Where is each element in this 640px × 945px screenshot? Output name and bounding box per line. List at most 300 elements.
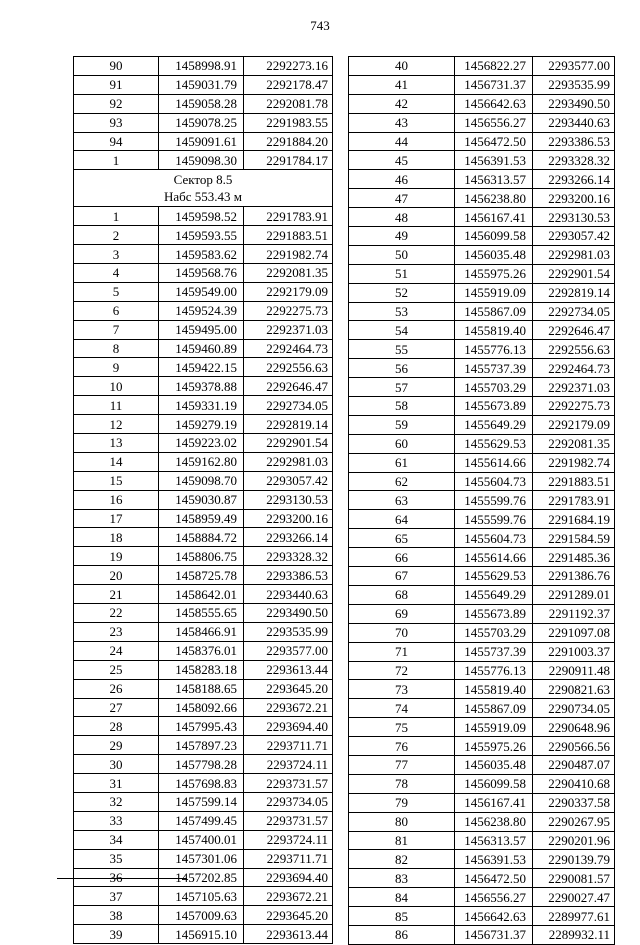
point-number-cell: 20 xyxy=(74,566,159,585)
point-number-cell: 50 xyxy=(349,245,455,264)
table-row xyxy=(349,415,615,434)
point-number-cell: 38 xyxy=(74,906,159,925)
x-coordinate-cell: 1455737.39 xyxy=(455,642,533,661)
y-coordinate-cell: 2293057.42 xyxy=(244,471,333,490)
x-coordinate-cell: 1455819.40 xyxy=(455,680,533,699)
point-number-cell: 1 xyxy=(74,207,159,226)
table-row xyxy=(349,113,615,132)
x-coordinate-cell: 1456556.27 xyxy=(455,113,533,132)
y-coordinate-cell: 2292819.14 xyxy=(533,283,615,302)
coordinates-table-right xyxy=(348,56,615,945)
table-row xyxy=(349,189,615,208)
table-row xyxy=(74,811,333,830)
point-number-cell: 44 xyxy=(349,132,455,151)
point-number-cell: 57 xyxy=(349,378,455,397)
y-coordinate-cell: 2292179.09 xyxy=(533,415,615,434)
point-number-cell: 67 xyxy=(349,567,455,586)
point-number-cell: 52 xyxy=(349,283,455,302)
y-coordinate-cell: 2290911.48 xyxy=(533,661,615,680)
point-number-cell: 19 xyxy=(74,547,159,566)
x-coordinate-cell: 1456731.37 xyxy=(455,925,533,944)
table-row xyxy=(349,94,615,113)
x-coordinate-cell: 1457105.63 xyxy=(159,887,244,906)
point-number-cell: 73 xyxy=(349,680,455,699)
x-coordinate-cell: 1456915.10 xyxy=(159,925,244,944)
point-number-cell: 33 xyxy=(74,811,159,830)
point-number-cell: 36 xyxy=(74,868,159,887)
y-coordinate-cell: 2291684.19 xyxy=(533,510,615,529)
y-coordinate-cell: 2293386.53 xyxy=(244,566,333,585)
table-row xyxy=(74,792,333,811)
table-row xyxy=(349,812,615,831)
table-row xyxy=(74,113,333,132)
x-coordinate-cell: 1456313.57 xyxy=(455,170,533,189)
x-coordinate-cell: 1455776.13 xyxy=(455,340,533,359)
table-row xyxy=(349,397,615,416)
y-coordinate-cell: 2293577.00 xyxy=(244,641,333,660)
y-coordinate-cell: 2292981.03 xyxy=(244,452,333,471)
y-coordinate-cell: 2293535.99 xyxy=(533,75,615,94)
y-coordinate-cell: 2293130.53 xyxy=(533,208,615,227)
x-coordinate-cell: 1459460.89 xyxy=(159,339,244,358)
y-coordinate-cell: 2291982.74 xyxy=(244,245,333,264)
point-number-cell: 85 xyxy=(349,907,455,926)
x-coordinate-cell: 1459162.80 xyxy=(159,452,244,471)
point-number-cell: 84 xyxy=(349,888,455,907)
point-number-cell: 32 xyxy=(74,792,159,811)
y-coordinate-cell: 2292646.47 xyxy=(533,321,615,340)
table-row xyxy=(349,75,615,94)
x-coordinate-cell: 1455673.89 xyxy=(455,604,533,623)
y-coordinate-cell: 2293711.71 xyxy=(244,736,333,755)
x-coordinate-cell: 1457202.85 xyxy=(159,868,244,887)
y-coordinate-cell: 2291584.59 xyxy=(533,529,615,548)
x-coordinate-cell: 1459078.25 xyxy=(159,113,244,132)
table-row xyxy=(74,358,333,377)
y-coordinate-cell: 2292734.05 xyxy=(533,302,615,321)
x-coordinate-cell: 1458998.91 xyxy=(159,57,244,76)
table-row xyxy=(349,529,615,548)
x-coordinate-cell: 1455975.26 xyxy=(455,737,533,756)
y-coordinate-cell: 2293724.11 xyxy=(244,830,333,849)
table-row xyxy=(349,302,615,321)
y-coordinate-cell: 2291485.36 xyxy=(533,548,615,567)
x-coordinate-cell: 1459058.28 xyxy=(159,94,244,113)
point-number-cell: 81 xyxy=(349,831,455,850)
x-coordinate-cell: 1456472.50 xyxy=(455,132,533,151)
point-number-cell: 59 xyxy=(349,415,455,434)
y-coordinate-cell: 2290566.56 xyxy=(533,737,615,756)
x-coordinate-cell: 1457698.83 xyxy=(159,774,244,793)
point-number-cell: 5 xyxy=(74,282,159,301)
x-coordinate-cell: 1455649.29 xyxy=(455,585,533,604)
y-coordinate-cell: 2291883.51 xyxy=(244,226,333,245)
table-row xyxy=(74,282,333,301)
table-row xyxy=(349,434,615,453)
point-number-cell: 54 xyxy=(349,321,455,340)
x-coordinate-cell: 1457400.01 xyxy=(159,830,244,849)
point-number-cell: 83 xyxy=(349,869,455,888)
x-coordinate-cell: 1455776.13 xyxy=(455,661,533,680)
y-coordinate-cell: 2293266.14 xyxy=(244,528,333,547)
point-number-cell: 18 xyxy=(74,528,159,547)
table-row xyxy=(349,170,615,189)
table-row xyxy=(74,509,333,528)
point-number-cell: 30 xyxy=(74,755,159,774)
y-coordinate-cell: 2292371.03 xyxy=(533,378,615,397)
point-number-cell: 63 xyxy=(349,491,455,510)
table-row xyxy=(74,755,333,774)
y-coordinate-cell: 2293711.71 xyxy=(244,849,333,868)
table-row xyxy=(349,359,615,378)
sector-title: Сектор 8.5 xyxy=(173,172,233,188)
table-row xyxy=(74,320,333,339)
x-coordinate-cell: 1455599.76 xyxy=(455,491,533,510)
x-coordinate-cell: 1458884.72 xyxy=(159,528,244,547)
point-number-cell: 64 xyxy=(349,510,455,529)
y-coordinate-cell: 2291386.76 xyxy=(533,567,615,586)
x-coordinate-cell: 1456099.58 xyxy=(455,774,533,793)
table-row xyxy=(74,377,333,396)
y-coordinate-cell: 2290487.07 xyxy=(533,755,615,774)
table-row xyxy=(74,774,333,793)
page-number: 743 xyxy=(310,18,330,33)
x-coordinate-cell: 1457599.14 xyxy=(159,792,244,811)
table-row xyxy=(349,227,615,246)
y-coordinate-cell: 2290201.96 xyxy=(533,831,615,850)
y-coordinate-cell: 2293613.44 xyxy=(244,925,333,944)
y-coordinate-cell: 2293731.57 xyxy=(244,811,333,830)
x-coordinate-cell: 1456238.80 xyxy=(455,812,533,831)
x-coordinate-cell: 1458725.78 xyxy=(159,566,244,585)
x-coordinate-cell: 1455919.09 xyxy=(455,283,533,302)
y-coordinate-cell: 2292273.16 xyxy=(244,57,333,76)
point-number-cell: 21 xyxy=(74,585,159,604)
point-number-cell: 79 xyxy=(349,793,455,812)
point-number-cell: 45 xyxy=(349,151,455,170)
point-number-cell: 48 xyxy=(349,208,455,227)
table-row xyxy=(349,680,615,699)
x-coordinate-cell: 1457798.28 xyxy=(159,755,244,774)
x-coordinate-cell: 1455867.09 xyxy=(455,699,533,718)
table-row xyxy=(74,434,333,453)
x-coordinate-cell: 1455599.76 xyxy=(455,510,533,529)
y-coordinate-cell: 2291783.91 xyxy=(533,491,615,510)
table-row xyxy=(74,887,333,906)
table-row xyxy=(349,510,615,529)
table-row xyxy=(349,888,615,907)
point-number-cell: 31 xyxy=(74,774,159,793)
y-coordinate-cell: 2292081.35 xyxy=(244,264,333,283)
point-number-cell: 2 xyxy=(74,226,159,245)
x-coordinate-cell: 1456035.48 xyxy=(455,245,533,264)
point-number-cell: 82 xyxy=(349,850,455,869)
point-number-cell: 91 xyxy=(74,75,159,94)
table-row xyxy=(349,567,615,586)
table-row xyxy=(74,490,333,509)
y-coordinate-cell: 2290139.79 xyxy=(533,850,615,869)
x-coordinate-cell: 1456238.80 xyxy=(455,189,533,208)
y-coordinate-cell: 2292179.09 xyxy=(244,282,333,301)
table-row xyxy=(349,548,615,567)
x-coordinate-cell: 1456822.27 xyxy=(455,57,533,76)
x-coordinate-cell: 1459030.87 xyxy=(159,490,244,509)
point-number-cell: 56 xyxy=(349,359,455,378)
y-coordinate-cell: 2293645.20 xyxy=(244,679,333,698)
y-coordinate-cell: 2292371.03 xyxy=(244,320,333,339)
x-coordinate-cell: 1455919.09 xyxy=(455,718,533,737)
table-row xyxy=(349,340,615,359)
x-coordinate-cell: 1458466.91 xyxy=(159,622,244,641)
x-coordinate-cell: 1455703.29 xyxy=(455,623,533,642)
x-coordinate-cell: 1457499.45 xyxy=(159,811,244,830)
x-coordinate-cell: 1455703.29 xyxy=(455,378,533,397)
table-row xyxy=(74,585,333,604)
y-coordinate-cell: 2293200.16 xyxy=(533,189,615,208)
point-number-cell: 39 xyxy=(74,925,159,944)
x-coordinate-cell: 1459495.00 xyxy=(159,320,244,339)
x-coordinate-cell: 1456472.50 xyxy=(455,869,533,888)
point-number-cell: 69 xyxy=(349,604,455,623)
y-coordinate-cell: 2293328.32 xyxy=(533,151,615,170)
point-number-cell: 26 xyxy=(74,679,159,698)
x-coordinate-cell: 1459422.15 xyxy=(159,358,244,377)
table-row xyxy=(74,339,333,358)
x-coordinate-cell: 1459331.19 xyxy=(159,396,244,415)
x-coordinate-cell: 1459031.79 xyxy=(159,75,244,94)
x-coordinate-cell: 1459583.62 xyxy=(159,245,244,264)
x-coordinate-cell: 1457009.63 xyxy=(159,906,244,925)
y-coordinate-cell: 2292178.47 xyxy=(244,75,333,94)
point-number-cell: 75 xyxy=(349,718,455,737)
y-coordinate-cell: 2291884.20 xyxy=(244,132,333,151)
point-number-cell: 68 xyxy=(349,585,455,604)
table-row xyxy=(349,472,615,491)
y-coordinate-cell: 2289932.11 xyxy=(533,925,615,944)
x-coordinate-cell: 1457995.43 xyxy=(159,717,244,736)
table-row xyxy=(349,661,615,680)
point-number-cell: 61 xyxy=(349,453,455,472)
table-row xyxy=(349,925,615,944)
point-number-cell: 11 xyxy=(74,396,159,415)
y-coordinate-cell: 2290734.05 xyxy=(533,699,615,718)
point-number-cell: 4 xyxy=(74,264,159,283)
point-number-cell: 62 xyxy=(349,472,455,491)
y-coordinate-cell: 2290081.57 xyxy=(533,869,615,888)
point-number-cell: 55 xyxy=(349,340,455,359)
y-coordinate-cell: 2293577.00 xyxy=(533,57,615,76)
x-coordinate-cell: 1455737.39 xyxy=(455,359,533,378)
point-number-cell: 37 xyxy=(74,887,159,906)
x-coordinate-cell: 1458283.18 xyxy=(159,660,244,679)
x-coordinate-cell: 1456556.27 xyxy=(455,888,533,907)
y-coordinate-cell: 2291982.74 xyxy=(533,453,615,472)
point-number-cell: 25 xyxy=(74,660,159,679)
table-row xyxy=(74,660,333,679)
table-row xyxy=(74,57,333,76)
y-coordinate-cell: 2290337.58 xyxy=(533,793,615,812)
table-row xyxy=(349,208,615,227)
point-number-cell: 43 xyxy=(349,113,455,132)
table-row xyxy=(74,925,333,944)
point-number-cell: 22 xyxy=(74,604,159,623)
y-coordinate-cell: 2290410.68 xyxy=(533,774,615,793)
x-coordinate-cell: 1455819.40 xyxy=(455,321,533,340)
point-number-cell: 72 xyxy=(349,661,455,680)
point-number-cell: 71 xyxy=(349,642,455,661)
x-coordinate-cell: 1458959.49 xyxy=(159,509,244,528)
x-coordinate-cell: 1458092.66 xyxy=(159,698,244,717)
x-coordinate-cell: 1455614.66 xyxy=(455,453,533,472)
x-coordinate-cell: 1459593.55 xyxy=(159,226,244,245)
point-number-cell: 70 xyxy=(349,623,455,642)
table-row xyxy=(74,301,333,320)
table-row xyxy=(349,604,615,623)
table-row xyxy=(74,245,333,264)
x-coordinate-cell: 1459098.30 xyxy=(159,151,244,170)
point-number-cell: 15 xyxy=(74,471,159,490)
y-coordinate-cell: 2293724.11 xyxy=(244,755,333,774)
y-coordinate-cell: 2293440.63 xyxy=(244,585,333,604)
x-coordinate-cell: 1459098.70 xyxy=(159,471,244,490)
x-coordinate-cell: 1457301.06 xyxy=(159,849,244,868)
y-coordinate-cell: 2291289.01 xyxy=(533,585,615,604)
y-coordinate-cell: 2293200.16 xyxy=(244,509,333,528)
y-coordinate-cell: 2291883.51 xyxy=(533,472,615,491)
table-row xyxy=(74,717,333,736)
point-number-cell: 51 xyxy=(349,264,455,283)
table-row xyxy=(74,698,333,717)
point-number-cell: 8 xyxy=(74,339,159,358)
table-row xyxy=(349,718,615,737)
y-coordinate-cell: 2293328.32 xyxy=(244,547,333,566)
table-row xyxy=(349,755,615,774)
x-coordinate-cell: 1456167.41 xyxy=(455,793,533,812)
table-row xyxy=(74,264,333,283)
y-coordinate-cell: 2289977.61 xyxy=(533,907,615,926)
table-row xyxy=(74,849,333,868)
y-coordinate-cell: 2292819.14 xyxy=(244,415,333,434)
point-number-cell: 42 xyxy=(349,94,455,113)
x-coordinate-cell: 1456642.63 xyxy=(455,907,533,926)
x-coordinate-cell: 1459378.88 xyxy=(159,377,244,396)
table-row xyxy=(349,623,615,642)
x-coordinate-cell: 1456642.63 xyxy=(455,94,533,113)
table-row xyxy=(74,528,333,547)
point-number-cell: 58 xyxy=(349,397,455,416)
x-coordinate-cell: 1455604.73 xyxy=(455,529,533,548)
point-number-cell: 49 xyxy=(349,227,455,246)
y-coordinate-cell: 2290267.95 xyxy=(533,812,615,831)
y-coordinate-cell: 2293057.42 xyxy=(533,227,615,246)
table-row xyxy=(74,207,333,226)
table-row xyxy=(74,604,333,623)
y-coordinate-cell: 2291003.37 xyxy=(533,642,615,661)
x-coordinate-cell: 1459549.00 xyxy=(159,282,244,301)
x-coordinate-cell: 1455673.89 xyxy=(455,397,533,416)
table-row xyxy=(74,641,333,660)
sector-height: Набс 553.43 м xyxy=(163,189,243,205)
point-number-cell: 29 xyxy=(74,736,159,755)
point-number-cell: 12 xyxy=(74,415,159,434)
y-coordinate-cell: 2292464.73 xyxy=(244,339,333,358)
table-row xyxy=(74,906,333,925)
point-number-cell: 14 xyxy=(74,452,159,471)
y-coordinate-cell: 2290027.47 xyxy=(533,888,615,907)
point-number-cell: 16 xyxy=(74,490,159,509)
table-row xyxy=(349,378,615,397)
y-coordinate-cell: 2293490.50 xyxy=(244,604,333,623)
y-coordinate-cell: 2293672.21 xyxy=(244,887,333,906)
y-coordinate-cell: 2293386.53 xyxy=(533,132,615,151)
point-number-cell: 34 xyxy=(74,830,159,849)
table-row xyxy=(349,869,615,888)
y-coordinate-cell: 2291983.55 xyxy=(244,113,333,132)
y-coordinate-cell: 2290821.63 xyxy=(533,680,615,699)
y-coordinate-cell: 2293731.57 xyxy=(244,774,333,793)
x-coordinate-cell: 1458555.65 xyxy=(159,604,244,623)
table-row xyxy=(349,283,615,302)
x-coordinate-cell: 1455604.73 xyxy=(455,472,533,491)
x-coordinate-cell: 1456313.57 xyxy=(455,831,533,850)
table-row xyxy=(74,396,333,415)
table-row xyxy=(349,245,615,264)
y-coordinate-cell: 2291783.91 xyxy=(244,207,333,226)
table-row xyxy=(349,699,615,718)
coordinates-table-left xyxy=(73,56,333,944)
sector-header-cell xyxy=(74,170,333,207)
table-row xyxy=(74,415,333,434)
x-coordinate-cell: 1456035.48 xyxy=(455,755,533,774)
table-row xyxy=(74,566,333,585)
y-coordinate-cell: 2292981.03 xyxy=(533,245,615,264)
point-number-cell: 41 xyxy=(349,75,455,94)
point-number-cell: 23 xyxy=(74,622,159,641)
y-coordinate-cell: 2292646.47 xyxy=(244,377,333,396)
table-row xyxy=(349,151,615,170)
x-coordinate-cell: 1455649.29 xyxy=(455,415,533,434)
y-coordinate-cell: 2293694.40 xyxy=(244,717,333,736)
point-number-cell: 1 xyxy=(74,151,159,170)
table-row xyxy=(74,94,333,113)
table-row xyxy=(349,321,615,340)
y-coordinate-cell: 2292081.78 xyxy=(244,94,333,113)
point-number-cell: 3 xyxy=(74,245,159,264)
y-coordinate-cell: 2293535.99 xyxy=(244,622,333,641)
x-coordinate-cell: 1456099.58 xyxy=(455,227,533,246)
point-number-cell: 60 xyxy=(349,434,455,453)
table-row xyxy=(349,774,615,793)
x-coordinate-cell: 1459524.39 xyxy=(159,301,244,320)
y-coordinate-cell: 2293440.63 xyxy=(533,113,615,132)
x-coordinate-cell: 1456391.53 xyxy=(455,151,533,170)
y-coordinate-cell: 2293613.44 xyxy=(244,660,333,679)
point-number-cell: 10 xyxy=(74,377,159,396)
point-number-cell: 92 xyxy=(74,94,159,113)
point-number-cell: 78 xyxy=(349,774,455,793)
table-row xyxy=(74,132,333,151)
table-row xyxy=(349,831,615,850)
point-number-cell: 93 xyxy=(74,113,159,132)
x-coordinate-cell: 1456391.53 xyxy=(455,850,533,869)
table-row xyxy=(349,737,615,756)
y-coordinate-cell: 2290648.96 xyxy=(533,718,615,737)
point-number-cell: 53 xyxy=(349,302,455,321)
point-number-cell: 28 xyxy=(74,717,159,736)
table-row xyxy=(74,452,333,471)
table-row xyxy=(349,585,615,604)
y-coordinate-cell: 2292275.73 xyxy=(533,397,615,416)
